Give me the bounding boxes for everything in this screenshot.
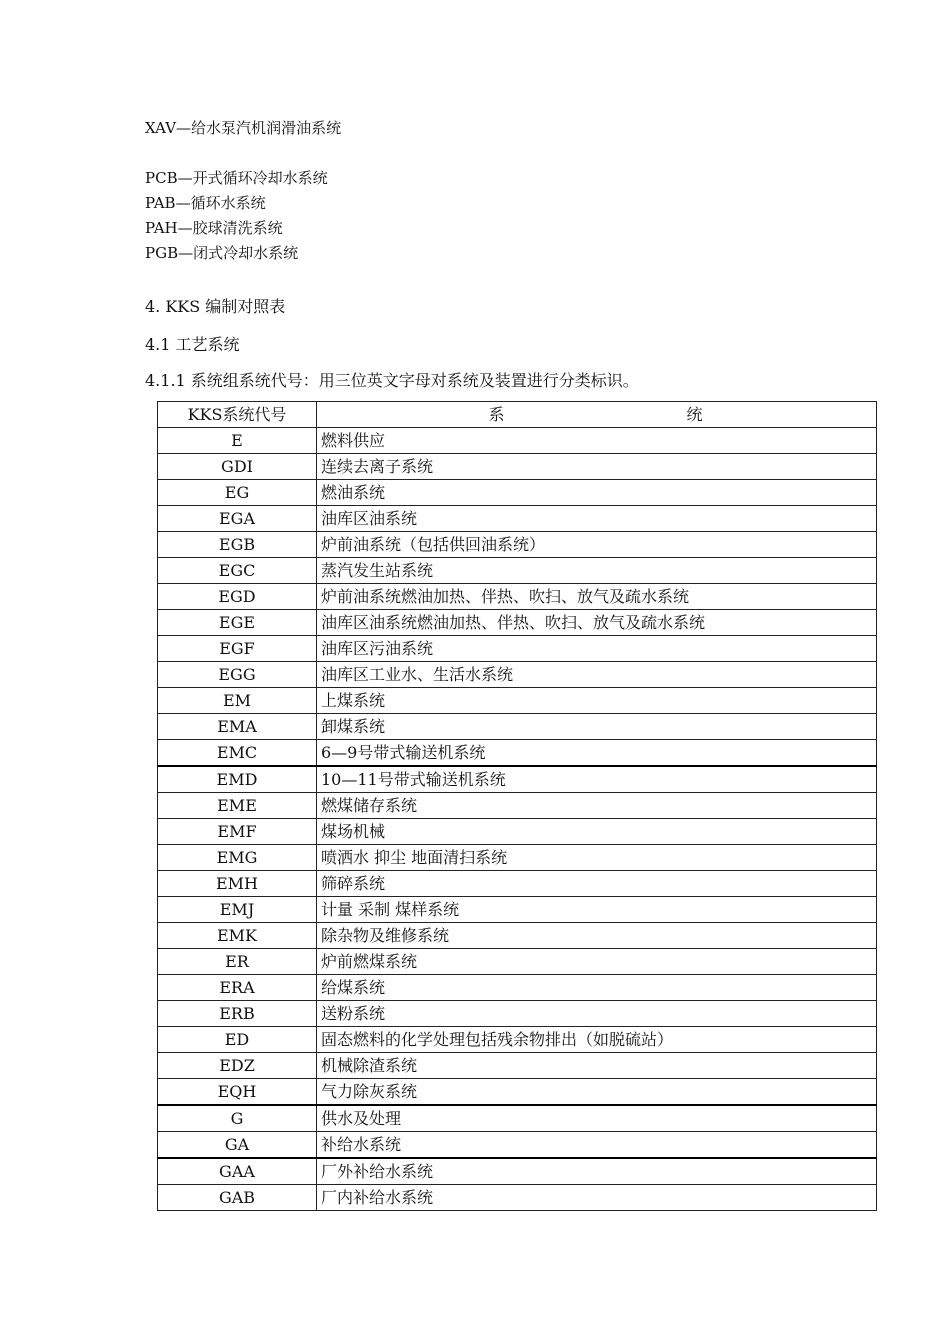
row-system-cell: 煤场机械: [317, 819, 877, 845]
table-row: [158, 506, 877, 532]
row-system-cell: 喷洒水 抑尘 地面清扫系统: [317, 845, 877, 871]
table-row: [158, 845, 877, 871]
row-code-cell: EM: [158, 688, 317, 714]
intro-line-pgb: PGB—闭式冷却水系统: [145, 244, 299, 262]
row-system-cell: 固态燃料的化学处理包括残余物排出（如脱硫站）: [317, 1027, 877, 1053]
table-row: [158, 1105, 877, 1132]
row-system-cell: 送粉系统: [317, 1001, 877, 1027]
row-system-cell: 给煤系统: [317, 975, 877, 1001]
table-row: [158, 819, 877, 845]
table-row: [158, 714, 877, 740]
intro-line-pab: PAB—循环水系统: [145, 194, 266, 212]
section-4-heading: 4. KKS 编制对照表: [145, 297, 286, 316]
row-code-cell: EGE: [158, 610, 317, 636]
row-code-cell: EME: [158, 793, 317, 819]
table-row: [158, 1027, 877, 1053]
section-4-1-1-heading: 4.1.1 系统组系统代号：用三位英文字母对系统及装置进行分类标识。: [145, 371, 639, 390]
table-row: [158, 1158, 877, 1185]
table-row: [158, 688, 877, 714]
table-row: [158, 740, 877, 767]
row-system-cell: 10—11号带式输送机系统: [317, 766, 877, 793]
row-system-cell: 炉前燃煤系统: [317, 949, 877, 975]
row-system-cell: 气力除灰系统: [317, 1079, 877, 1106]
table-row: [158, 610, 877, 636]
table-row: [158, 897, 877, 923]
row-code-cell: EGF: [158, 636, 317, 662]
row-system-cell: 连续去离子系统: [317, 454, 877, 480]
row-code-cell: EGB: [158, 532, 317, 558]
table-body: [158, 428, 877, 1211]
row-system-cell: 机械除渣系统: [317, 1053, 877, 1079]
row-code-cell: G: [158, 1105, 317, 1132]
row-system-cell: 油库区工业水、生活水系统: [317, 662, 877, 688]
row-system-cell: 油库区油系统: [317, 506, 877, 532]
row-system-cell: 燃煤储存系统: [317, 793, 877, 819]
table-row: [158, 975, 877, 1001]
row-system-cell: 厂内补给水系统: [317, 1185, 877, 1211]
table-row: [158, 793, 877, 819]
table-row: [158, 1185, 877, 1211]
row-code-cell: GAB: [158, 1185, 317, 1211]
row-system-cell: 除杂物及维修系统: [317, 923, 877, 949]
header-system: [317, 402, 877, 428]
row-code-cell: EMK: [158, 923, 317, 949]
row-system-cell: 补给水系统: [317, 1132, 877, 1159]
row-code-cell: GDI: [158, 454, 317, 480]
header-code: KKS系统代号: [158, 402, 317, 428]
row-code-cell: GAA: [158, 1158, 317, 1185]
table-header-row: [158, 402, 877, 428]
table-row: [158, 1132, 877, 1159]
table-row: [158, 1001, 877, 1027]
row-system-cell: 燃油系统: [317, 480, 877, 506]
table-row: [158, 1079, 877, 1106]
header-system-a: 系: [488, 405, 507, 424]
row-code-cell: EGG: [158, 662, 317, 688]
row-code-cell: EDZ: [158, 1053, 317, 1079]
table-row: [158, 871, 877, 897]
kks-system-table: [157, 401, 877, 1211]
row-code-cell: EG: [158, 480, 317, 506]
row-code-cell: EMJ: [158, 897, 317, 923]
section-4-1-heading: 4.1 工艺系统: [145, 335, 240, 354]
row-system-cell: 卸煤系统: [317, 714, 877, 740]
table-row: [158, 636, 877, 662]
table-row: [158, 480, 877, 506]
table-row: [158, 428, 877, 454]
row-system-cell: 筛碎系统: [317, 871, 877, 897]
row-code-cell: EQH: [158, 1079, 317, 1106]
row-code-cell: ERA: [158, 975, 317, 1001]
row-code-cell: EGC: [158, 558, 317, 584]
table-row: [158, 532, 877, 558]
row-code-cell: E: [158, 428, 317, 454]
row-code-cell: EMF: [158, 819, 317, 845]
row-code-cell: ERB: [158, 1001, 317, 1027]
row-system-cell: 油库区油系统燃油加热、伴热、吹扫、放气及疏水系统: [317, 610, 877, 636]
row-code-cell: EGA: [158, 506, 317, 532]
table-row: [158, 584, 877, 610]
table-row: [158, 766, 877, 793]
row-system-cell: 上煤系统: [317, 688, 877, 714]
row-system-cell: 蒸汽发生站系统: [317, 558, 877, 584]
row-code-cell: ER: [158, 949, 317, 975]
row-code-cell: EMG: [158, 845, 317, 871]
row-code-cell: ED: [158, 1027, 317, 1053]
row-code-cell: EMD: [158, 766, 317, 793]
row-system-cell: 燃料供应: [317, 428, 877, 454]
row-system-cell: 炉前油系统燃油加热、伴热、吹扫、放气及疏水系统: [317, 584, 877, 610]
row-code-cell: EMA: [158, 714, 317, 740]
row-system-cell: 油库区污油系统: [317, 636, 877, 662]
table-row: [158, 454, 877, 480]
row-system-cell: 供水及处理: [317, 1105, 877, 1132]
row-code-cell: EMH: [158, 871, 317, 897]
row-code-cell: GA: [158, 1132, 317, 1159]
row-system-cell: 炉前油系统（包括供回油系统）: [317, 532, 877, 558]
table-row: [158, 949, 877, 975]
row-system-cell: 6—9号带式输送机系统: [317, 740, 877, 767]
table-row: [158, 558, 877, 584]
intro-line-xav: XAV—给水泵汽机润滑油系统: [145, 119, 342, 137]
intro-line-pcb: PCB—开式循环冷却水系统: [145, 169, 328, 187]
table-row: [158, 662, 877, 688]
row-code-cell: EGD: [158, 584, 317, 610]
row-system-cell: 厂外补给水系统: [317, 1158, 877, 1185]
header-system-b: 统: [686, 405, 705, 424]
table-row: [158, 1053, 877, 1079]
intro-line-pah: PAH—胶球清洗系统: [145, 219, 283, 237]
table-row: [158, 923, 877, 949]
row-system-cell: 计量 采制 煤样系统: [317, 897, 877, 923]
row-code-cell: EMC: [158, 740, 317, 767]
